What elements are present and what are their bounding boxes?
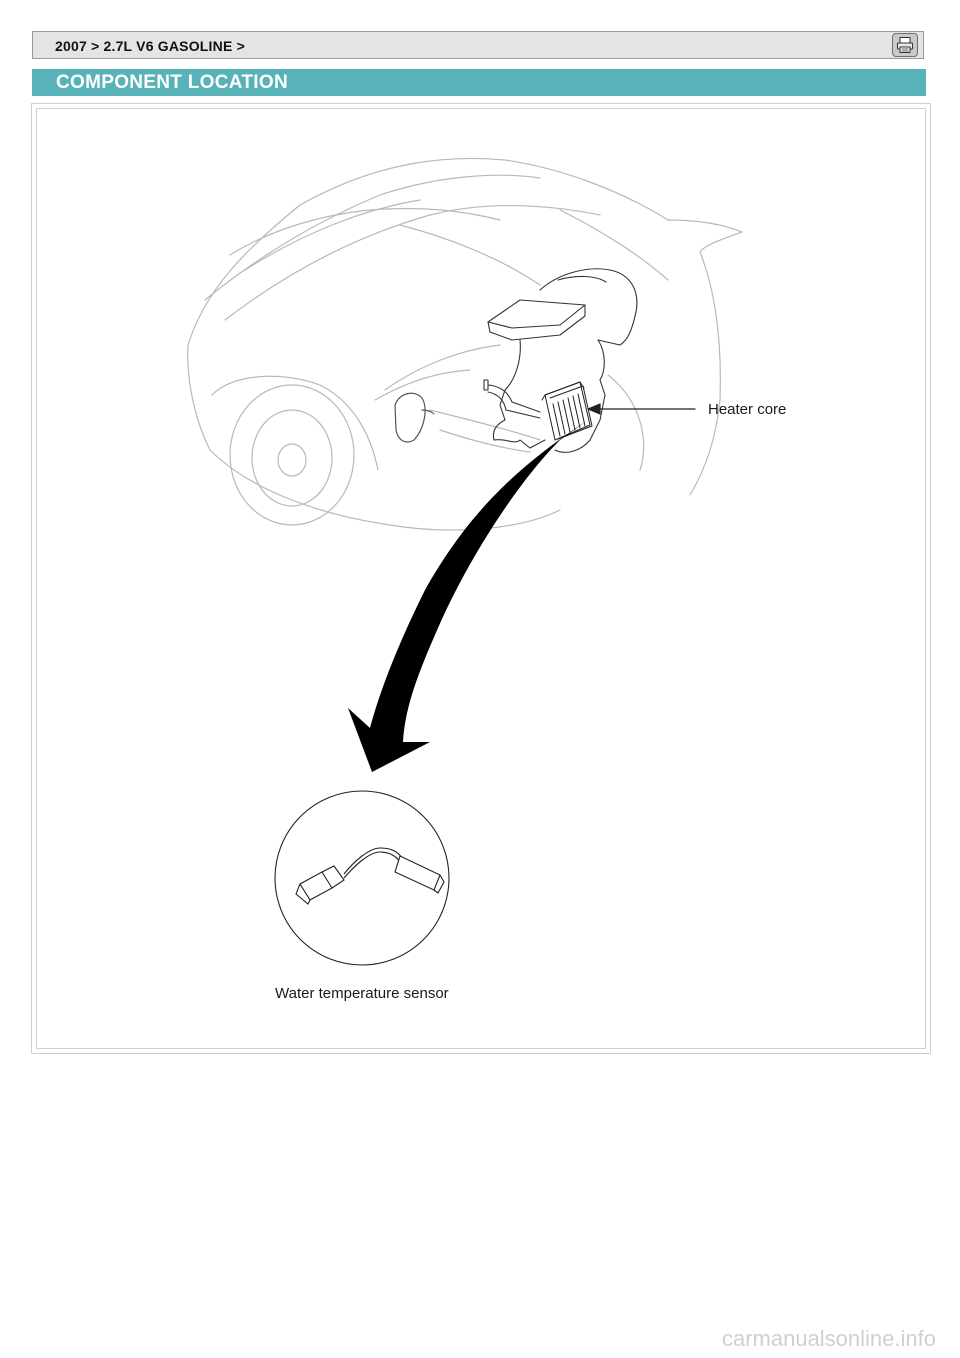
car-body-outline [188, 158, 742, 530]
heater-core-label: Heater core [708, 401, 787, 418]
section-title: COMPONENT LOCATION [56, 72, 288, 93]
water-temperature-sensor-label: Water temperature sensor [275, 985, 449, 1002]
sensor-detail-circle [275, 791, 449, 965]
heater-core-drawing [542, 382, 592, 440]
front-wheel-drawing [212, 376, 378, 525]
dashboard-drawing [430, 410, 540, 452]
watermark: carmanualsonline.info [721, 1326, 936, 1351]
breadcrumb-text: 2007 > 2.7L V6 GASOLINE > [55, 38, 245, 54]
side-mirror-drawing [395, 393, 434, 442]
heater-core-leader [588, 404, 695, 414]
detail-arrow [348, 420, 588, 772]
